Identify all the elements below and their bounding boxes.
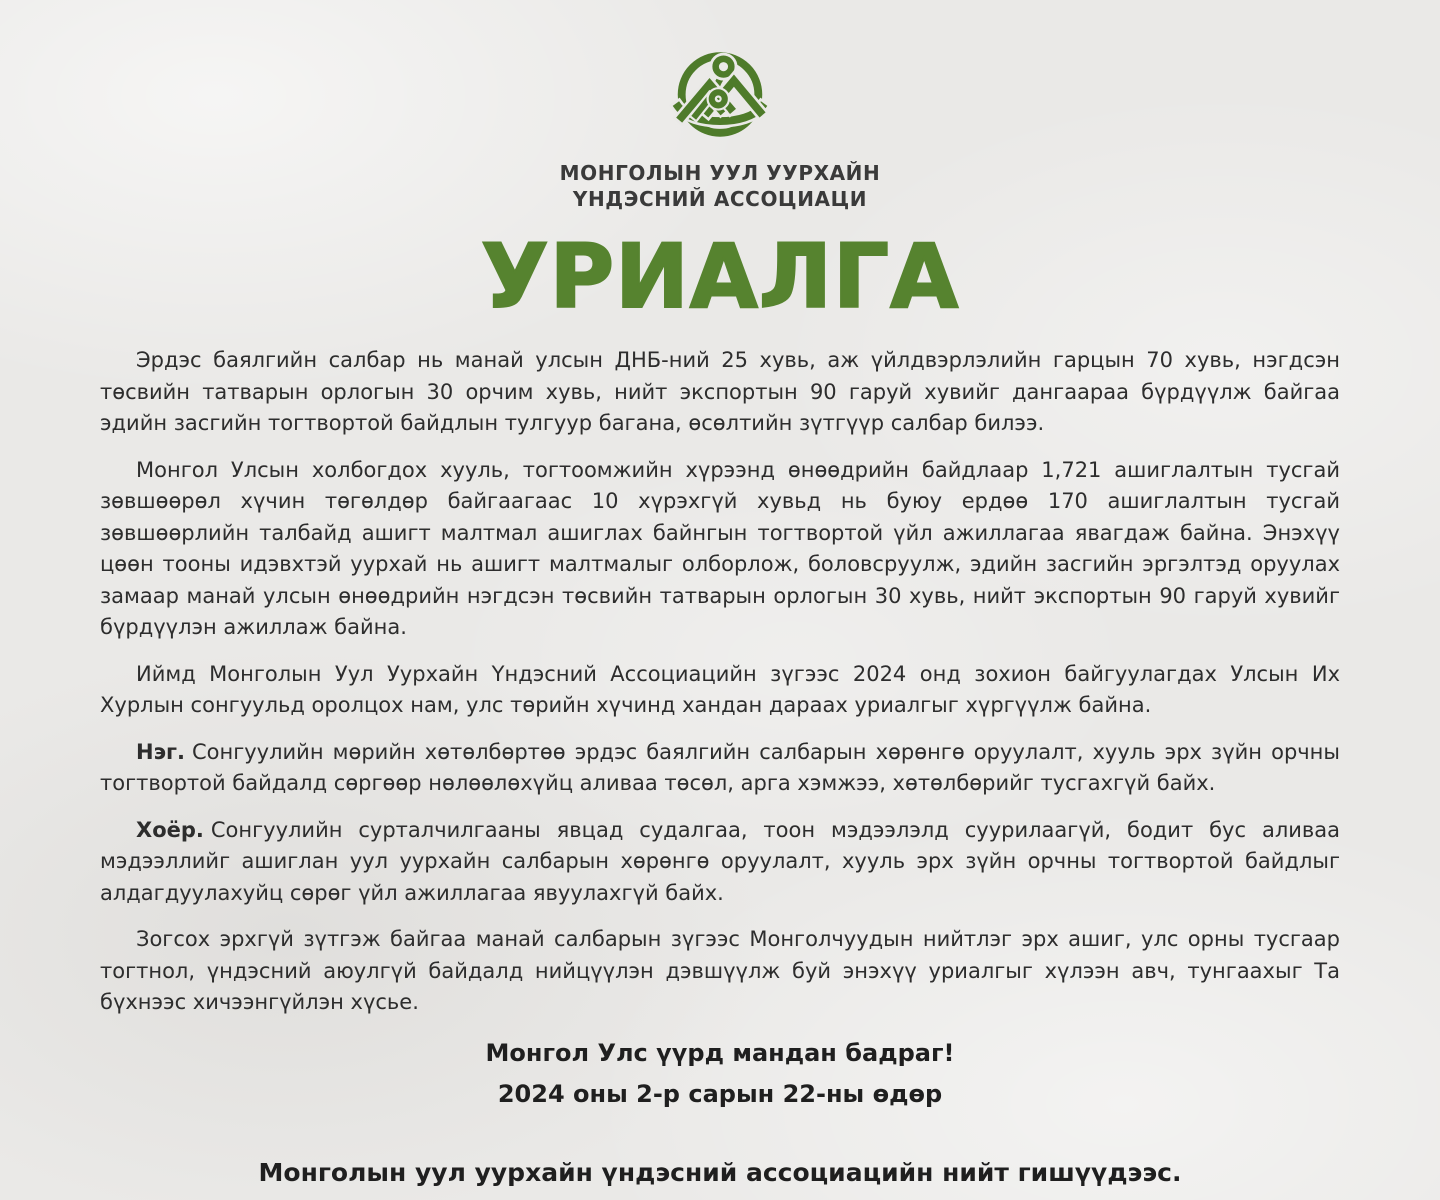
paragraph-2-text: Монгол Улсын холбогдох хууль, тогтоомжийн хүрээнд өнөөдрийн байдлаар 1,721 ашиглалтын тусгай зөвшөөрөл хүчин төгөлдөр байгаагаас 10 хүрэхгүй хувьд нь буюу ердөө 170 ашиглалтын тусгай зөвшөөрлийн талбайд ашигт малтмал ашиглах байнгын тогтвортой үйл ажиллагаа явагдаж байна. Энэхүү цөөн тооны идэвхтэй уурхай нь ашигт малтмалыг олборлож, боловсруулж, эдийн засгийн эргэлтэд оруулах замаар манай улсын өнөөдрийн нэгдсэн төсвийн татварын орлогын 30 хувь, нийт экспортын 90 гаруй хувийг бүрдүүлэн ажиллаж байна. (100, 457, 1340, 640)
body-text (100, 345, 1340, 1019)
signature-line: Монголын уул уурхайн үндэсний ассоциацийн нийт гишүүдээс. (258, 1157, 1182, 1187)
paragraph-5-lead: Хоёр. (136, 817, 204, 842)
closing-block (0, 1039, 1440, 1108)
paragraph-2 (100, 455, 1340, 644)
closing-date: 2024 оны 2-р сарын 22-ны өдөр (497, 1079, 943, 1108)
paragraph-5-text: Сонгуулийн сурталчилгааны явцад судалгаа, тоон мэдээлэлд суурилаагүй, бодит бус аливаа мэдээллийг ашиглан уул уурхайн салбарын хөрөнгө оруулалт, хууль эрх зүйн орчны тогтвортой байдлыг алдагдуулахуйц сөрөг үйл ажиллагаа явуулахгүй байх. (100, 817, 1340, 905)
closing-slogan: Монгол Улс үүрд мандан бадраг! (485, 1038, 955, 1067)
paragraph-1-text: Эрдэс баялгийн салбар нь манай улсын ДНБ-ний 25 хувь, аж үйлдвэрлэлийн гарцын 70 хувь, нэгдсэн төсвийн татварын орлогын 30 орчим хувь, нийт экспортын 90 гаруй хувийг дангаараа бүрдүүлж байгаа эдийн засгийн тогтвортой байдлын тулгуур багана, өсөлтийн зүтгүүр салбар билээ. (100, 348, 1340, 436)
org-name-line1: МОНГОЛЫН УУЛ УУРХАЙН (559, 161, 881, 185)
paragraph-6 (100, 924, 1340, 1019)
paragraph-3-text: Иймд Монголын Уул Уурхайн Үндэсний Ассоциацийн зүгээс 2024 онд зохион байгуулагдах Улсын Их Хурлын сонгуульд оролцох нам, улс төрийн хүчинд хандан дараах уриалгыг хүргүүлж байна. (100, 661, 1340, 718)
header (0, 0, 1440, 213)
paragraph-4 (100, 737, 1340, 800)
paragraph-3 (100, 659, 1340, 722)
paragraph-4-lead: Нэг. (136, 739, 185, 764)
org-name-line2: ҮНДЭСНИЙ АССОЦИАЦИ (572, 187, 868, 212)
page-title: УРИАЛГА (480, 224, 960, 328)
paragraph-4-text: Сонгуулийн мөрийн хөтөлбөртөө эрдэс баялгийн салбарын хөрөнгө оруулалт, хууль эрх зүйн орчны тогтвортой байдалд сөргөөр нөлөөлөхүйц аливаа төсөл, арга хэмжээ, хөтөлбөрийг тусгахгүй байх. (100, 739, 1340, 796)
org-name (0, 160, 1440, 213)
paragraph-6-text: Зогсох эрхгүй зүтгэж байгаа манай салбарын зүгээс Монголчуудын нийтлэг эрх ашиг, улс орны тусгаар тогтнол, үндэсний аюулгүй байдалд нийцүүлэн дэвшүүлж буй энэхүү уриалгыг хүлээн авч, тунгаахыг Та бүхнээс хичээнгүйлэн хүсье. (100, 927, 1340, 1015)
mmna-knot-logo (0, 44, 1440, 152)
paragraph-5 (100, 815, 1340, 910)
paragraph-1 (100, 345, 1340, 440)
